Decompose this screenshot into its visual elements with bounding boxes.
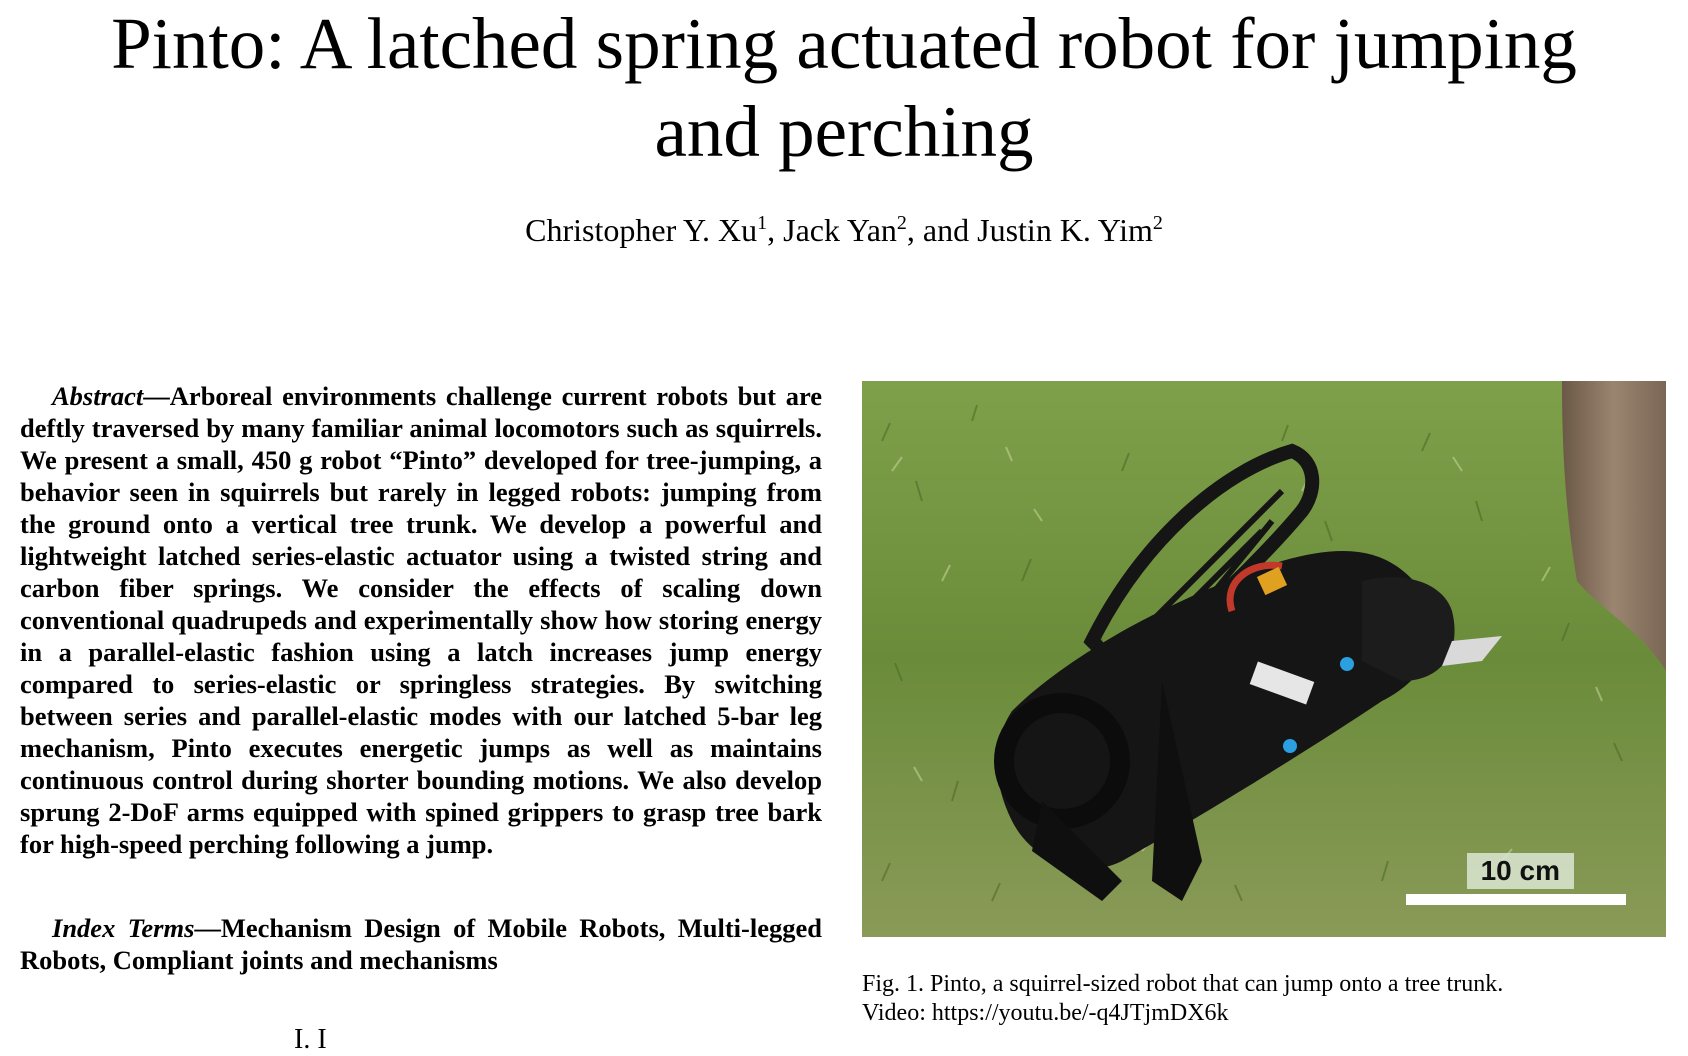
title-line-1: Pinto: A latched spring actuated robot for jumping	[111, 3, 1577, 84]
index-terms-text: Mechanism Design of Mobile Robots, Multi-legged Robots, Compliant joints and mechanisms	[20, 913, 822, 975]
author-name: Jack Yan	[783, 212, 897, 248]
author-name: Justin K. Yim	[977, 212, 1153, 248]
caption-line-1: Fig. 1. Pinto, a squirrel-sized robot that can jump onto a tree trunk.	[862, 971, 1504, 997]
affiliation-mark: 2	[896, 212, 907, 234]
abstract-label: Abstract	[52, 381, 144, 411]
abstract-text: Arboreal environments challenge current robots but are deftly traversed by many familiar animal locomotors such as squirrels. We present a small, 450 g robot “Pinto” developed for tree-jumping, a behavior seen in squirrels but rarely in legged robots: jumping from the ground onto a vertical tree trunk. We develop a powerful and lightweight latched series-elastic actuator using a twisted string and carbon fiber springs. We consider the effects of scaling down conventional quadrupeds and experimentally show how storing energy in a parallel-elastic fashion using a latch increases jump energy compared to series-elastic or springless strategies. By switching between series and parallel-elastic modes with our latched 5-bar leg mechanism, Pinto executes energetic jumps as well as maintains continuous control during shorter bounding motions. We also develop sprung 2-DoF arms equipped with spined grippers to grasp tree bark for high-speed perching following a jump.	[20, 381, 822, 859]
abstract-dash: —	[143, 381, 170, 411]
robot-blue-marker	[1283, 739, 1297, 753]
scale-label: 10 cm	[1467, 853, 1574, 889]
abstract	[20, 380, 822, 860]
author-separator: ,	[767, 212, 784, 248]
author-name: Christopher Y. Xu	[525, 212, 758, 248]
affiliation-mark: 2	[1152, 212, 1163, 234]
figure-photo	[862, 381, 1666, 937]
scale-bar	[1406, 894, 1626, 905]
figure-caption	[862, 970, 1666, 1028]
index-terms-dash: —	[194, 913, 221, 943]
section-heading-partial: I. I	[294, 1024, 327, 1055]
affiliation-mark: 1	[757, 212, 768, 234]
robot-blue-marker	[1340, 657, 1354, 671]
caption-line-2: Video: https://youtu.be/-q4JTjmDX6k	[862, 1000, 1229, 1026]
index-terms-label: Index Terms	[52, 913, 195, 943]
title-line-2: and perching	[654, 91, 1034, 172]
author-separator: , and	[906, 212, 978, 248]
author-list	[0, 210, 1688, 250]
index-terms	[20, 912, 822, 976]
paper-title	[0, 0, 1688, 176]
